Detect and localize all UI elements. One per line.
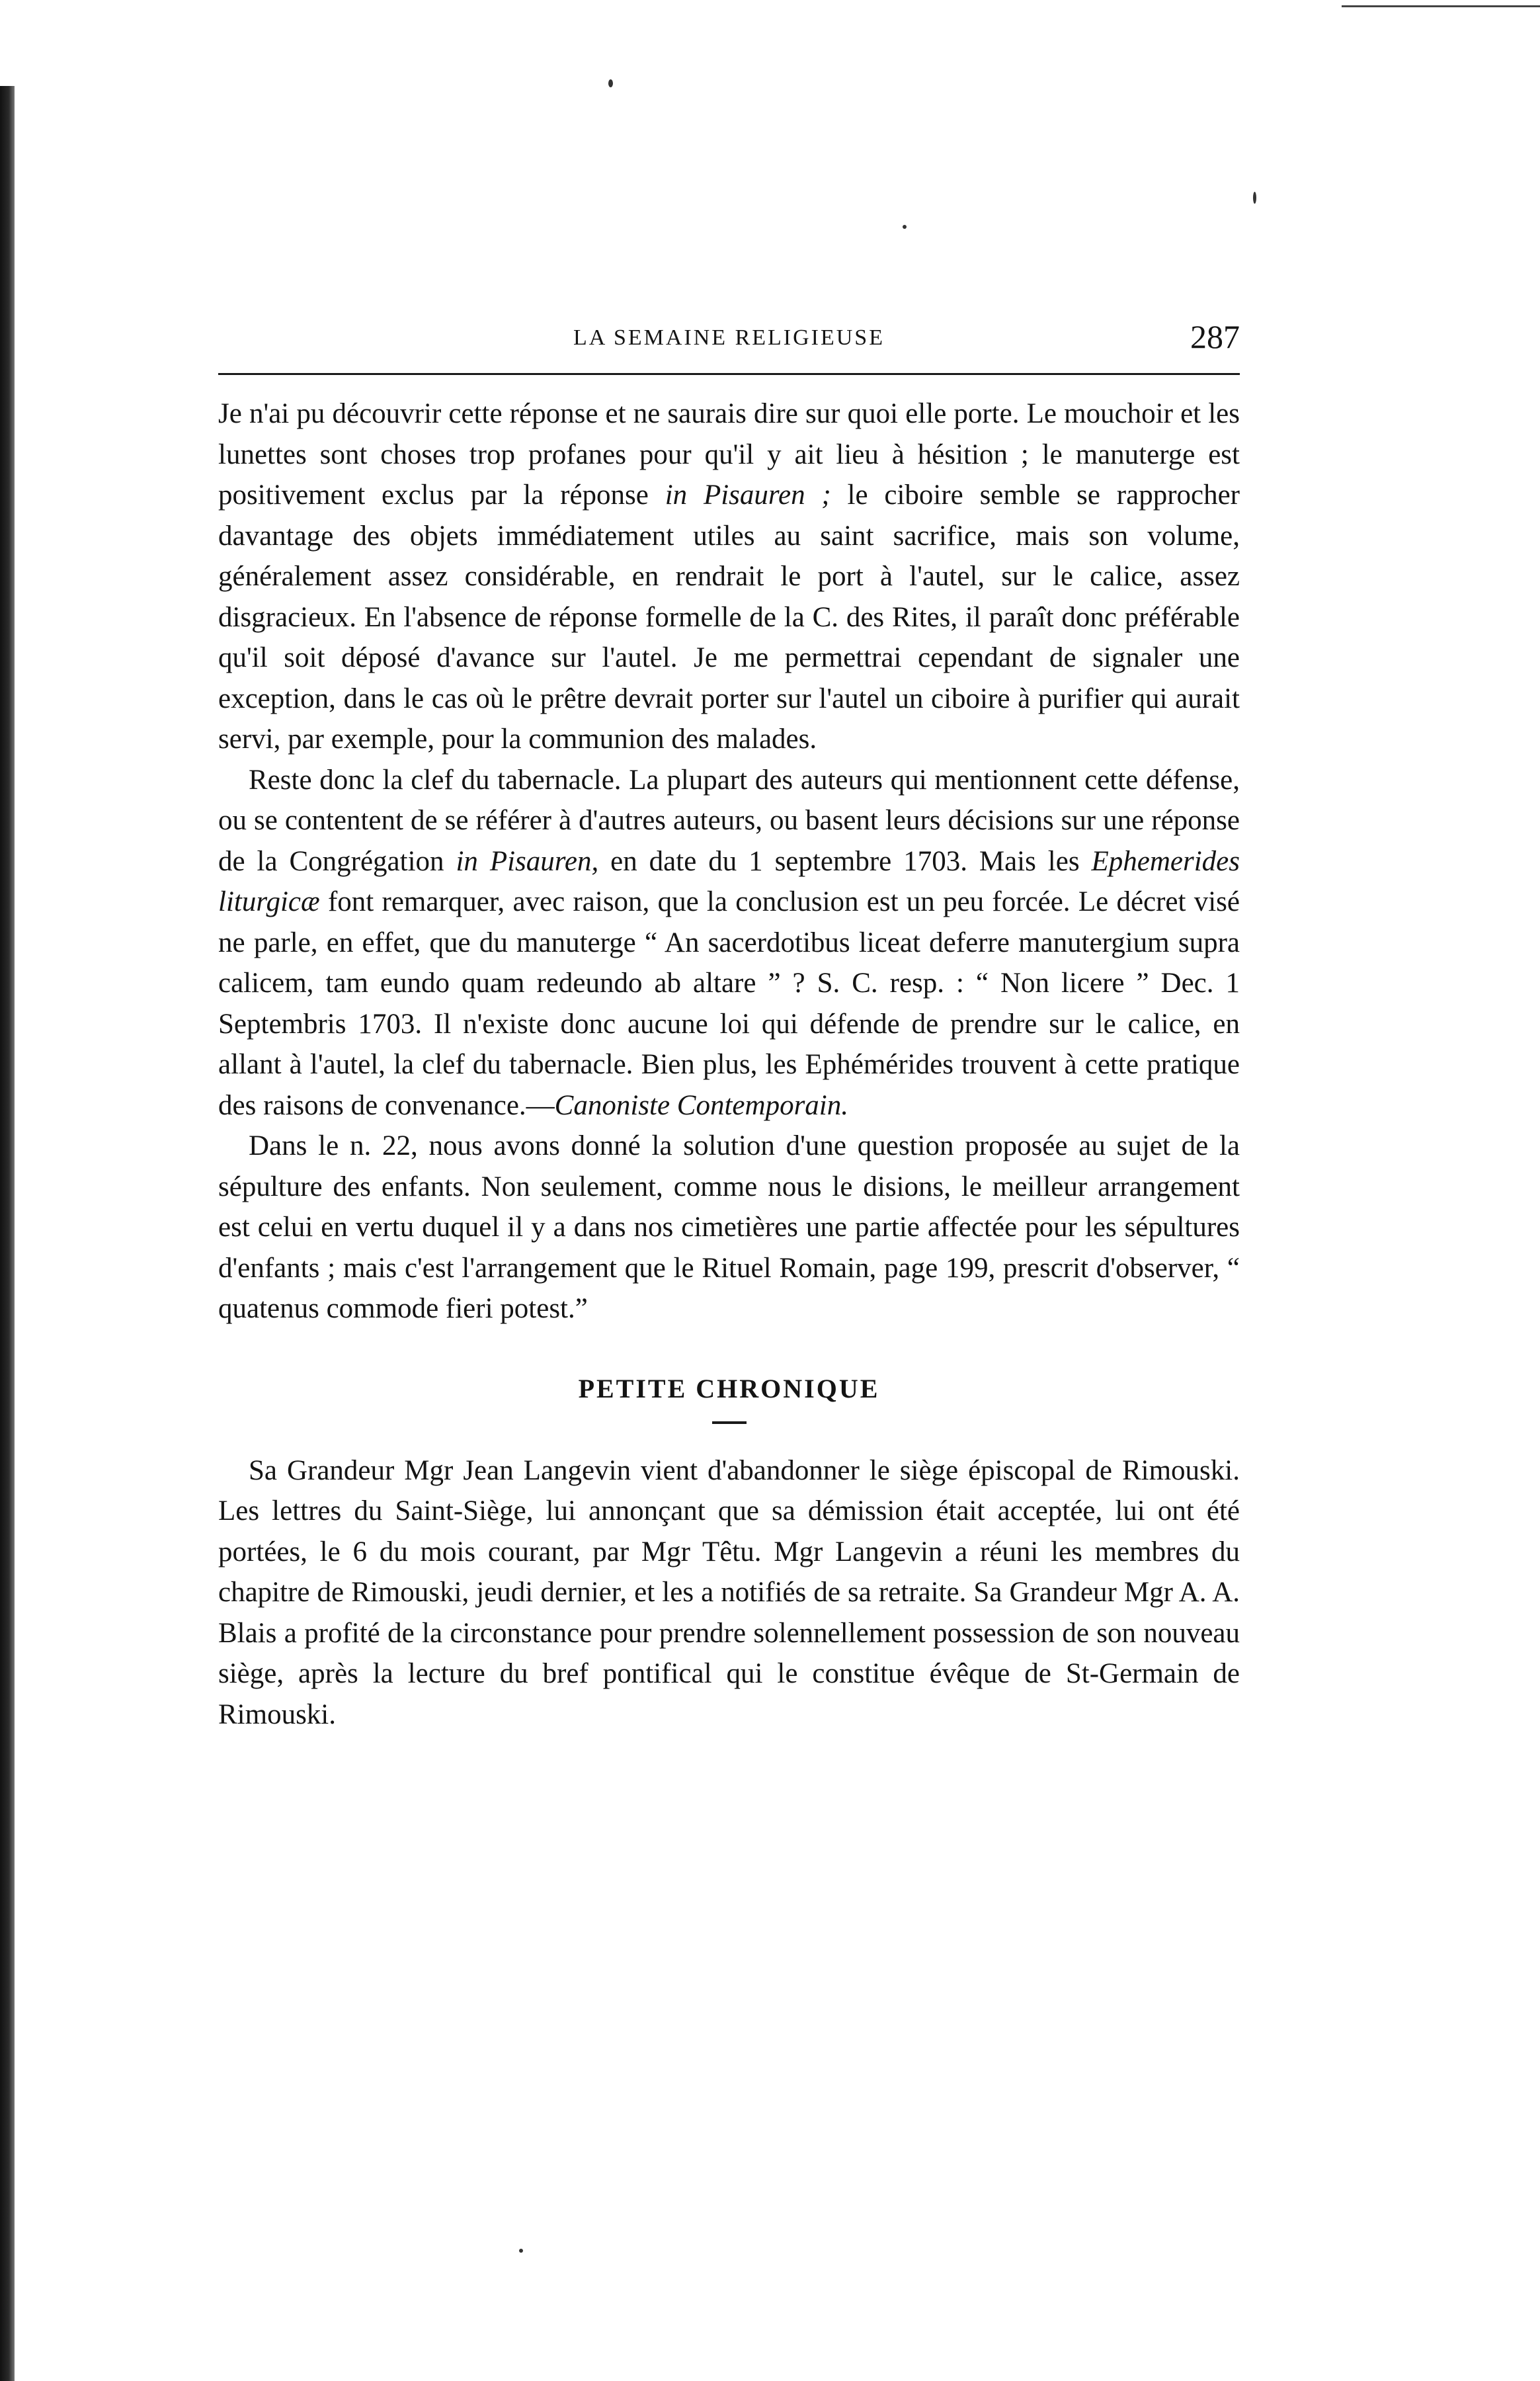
paragraph-text: Sa Grandeur Mgr Jean Langevin vient d'abandonner le siège épiscopal de Rimouski. Les lettres du Saint-Siège, lui annonçant que sa démission était acceptée, lui ont été portées, le 6 du mois courant, par Mgr Têtu. Mgr Langevin a réuni les membres du chapitre de Rimouski, jeudi dernier, et les a notifiés de sa retraite. Sa Grandeur Mgr A. A. Blais a profité de la circonstance pour prendre solennellement possession de son nouveau siège, après la lecture du bref pontifical qui le constitue évêque de St-Germain de Rimouski.: [218, 1454, 1240, 1730]
scan-corner-mark: [1342, 0, 1540, 7]
paragraph-text: le ciboire semble se rapprocher davantage des objets immédiatement utiles au saint sacrifice, mais son volume, généralement assez considérable, en rendrait le port à l'autel, sur le calice, assez disgracieux. En l'absence de réponse formelle de la C. des Rites, il paraît donc préférable qu'il soit déposé d'avance sur l'autel. Je me permettrai cependant de signaler une exception, dans le cas où le prêtre devrait porter sur l'autel un ciboire à purifier qui aurait servi, par exemple, pour la communion des malades.: [218, 480, 1240, 755]
ink-speck: [519, 2249, 523, 2253]
ink-speck: [1253, 192, 1256, 204]
book-page: [218, 317, 1240, 1735]
italic-reference: in Pisauren ;: [665, 480, 831, 511]
paragraph-tabernacle-key: [218, 760, 1240, 1126]
paragraph-text: Dans le n. 22, nous avons donné la solution d'une question proposée au sujet de la sépulture des enfants. Non seulement, comme nous le disions, le meilleur arrangement est celui en vertu duquel il y a dans nos cimetières une partie affectée pour les sépultures d'enfants ; mais c'est l'arrangement que le Rituel Romain, page 199, prescrit d'observer, “ quatenus commode fieri potest.”: [218, 1130, 1240, 1324]
page-number: 287: [1190, 318, 1240, 355]
italic-source: Canoniste Contemporain.: [554, 1089, 848, 1121]
section-title: PETITE CHRONIQUE: [578, 1373, 880, 1403]
paragraph-child-burial: [218, 1126, 1240, 1329]
ink-speck: [608, 79, 613, 87]
paragraph-text: en date du 1 septembre 1703. Mais les: [598, 845, 1092, 877]
italic-reference: Ephemerides liturgicæ: [218, 845, 1240, 917]
paragraph-chronicle: [218, 1450, 1240, 1735]
running-header: [218, 317, 1240, 370]
ink-speck: [903, 225, 907, 229]
paragraph-text: Je n'ai pu découvrir cette réponse et ne saurais dire sur quoi elle porte. Le mouchoir et les lunettes sont choses trop profanes pour qu'il y ait lieu à hésition ; le manuterge est positivement exclus par la réponse: [218, 398, 1240, 511]
paragraph-viaticum-objects: [218, 394, 1240, 760]
running-title: LA SEMAINE RELIGIEUSE: [573, 325, 885, 350]
paragraph-text: Reste donc la clef du tabernacle. La plupart des auteurs qui mentionnent cette défense, ou se contentent de se référer à d'autres auteurs, ou basent leurs décisions sur une réponse de la Congrégation: [218, 764, 1240, 877]
italic-reference: in Pisauren,: [456, 845, 599, 877]
section-dash: [712, 1421, 747, 1424]
header-rule: [218, 373, 1240, 375]
book-binding-edge: [0, 86, 15, 2381]
paragraph-text: font remarquer, avec raison, que la conclusion est un peu forcée. Le décret visé ne parle, en effet, que du manuterge “ An sacerdotibus liceat deferre manutergium supra calicem, tam eundo quam redeundo ab altare ” ? S. C. resp. : “ Non licere ” Dec. 1 Septembris 1703. Il n'existe donc aucune loi qui défende de prendre sur le calice, en allant à l'autel, la clef du tabernacle. Bien plus, les Ephémérides trouvent à cette pratique des raisons de convenance.—: [218, 886, 1240, 1121]
